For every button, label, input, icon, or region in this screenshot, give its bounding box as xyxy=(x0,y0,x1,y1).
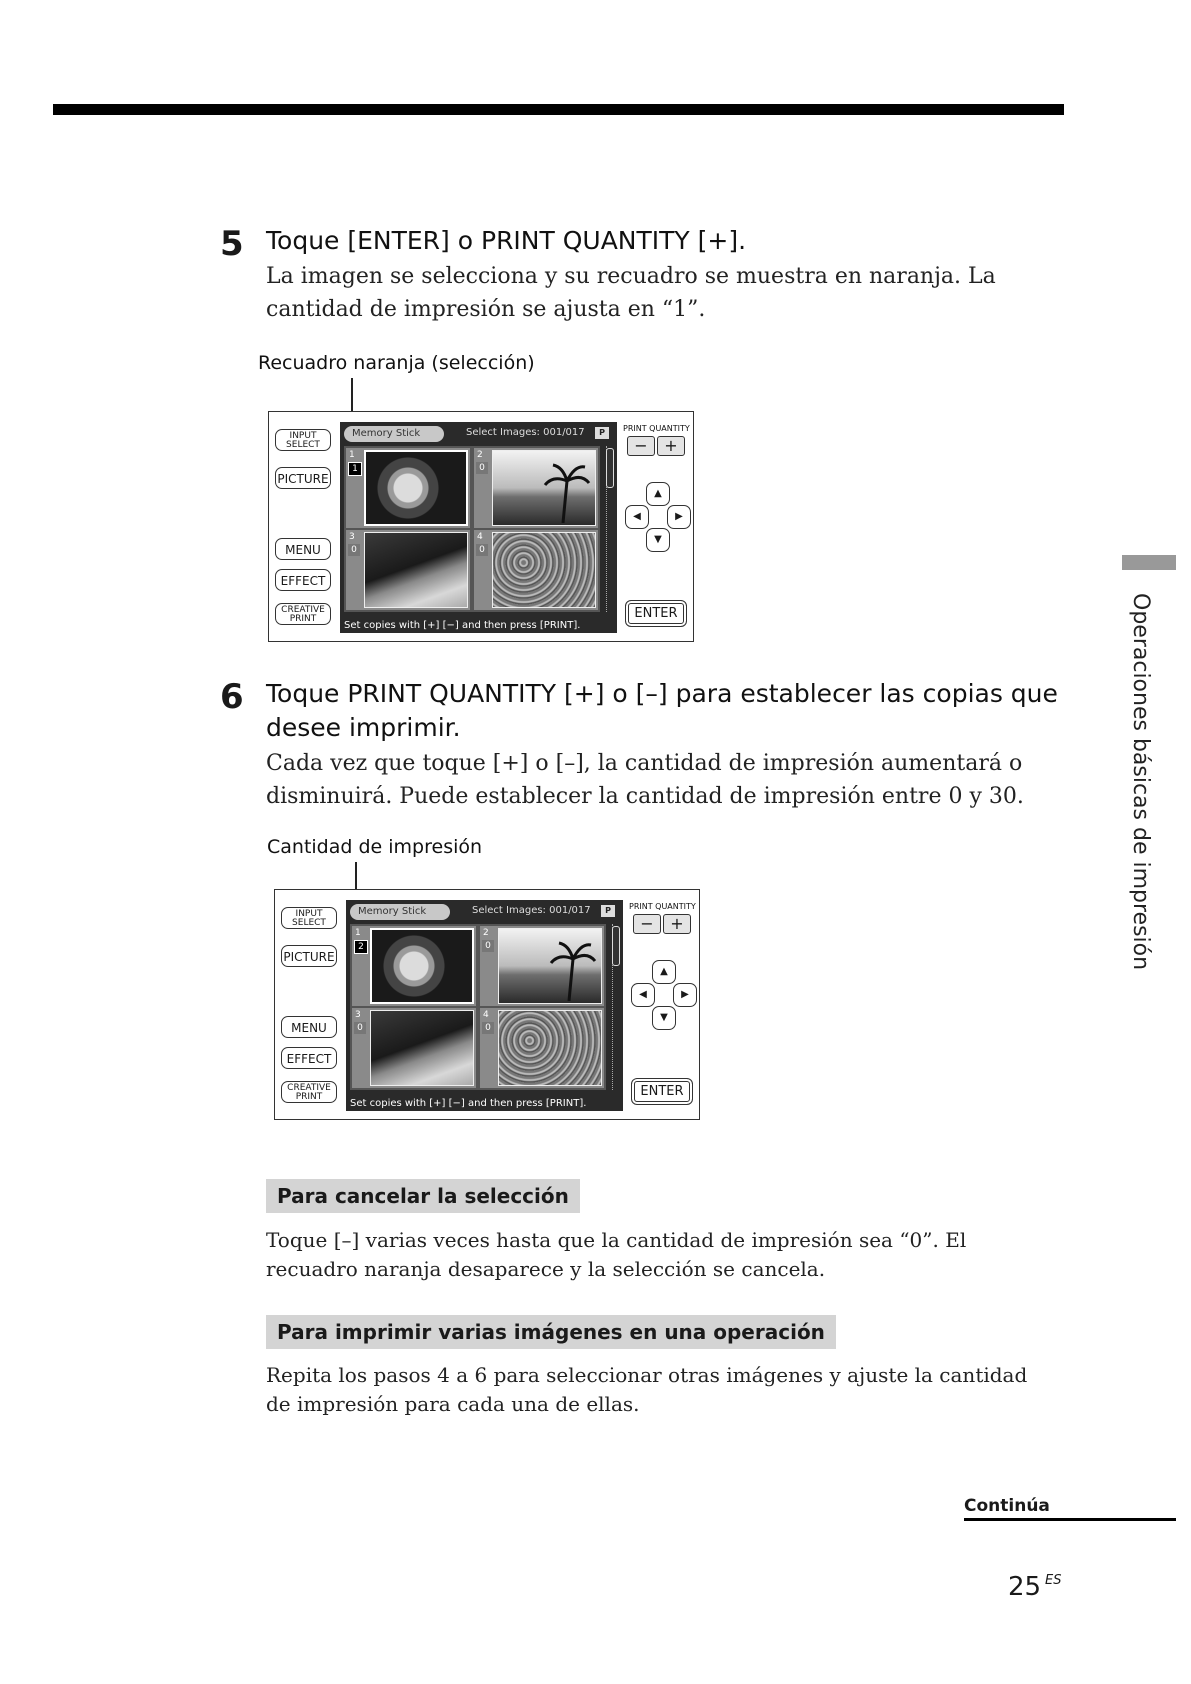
image-list-panel xyxy=(340,422,617,633)
right-arrow-button[interactable]: ▶ xyxy=(667,505,691,529)
print-badge: P xyxy=(601,905,615,917)
thumbnail-cell[interactable] xyxy=(346,448,470,528)
screen-illustration-2 xyxy=(274,889,700,1120)
callout-orange-frame: Recuadro naranja (selección) xyxy=(258,352,535,374)
enter-button[interactable]: ENTER xyxy=(631,1078,693,1105)
picture-button[interactable]: PICTURE xyxy=(275,467,331,489)
flowers-image xyxy=(492,532,596,608)
cancel-heading: Para cancelar la selección xyxy=(266,1179,580,1213)
print-badge: P xyxy=(595,427,609,439)
down-arrow-button[interactable]: ▼ xyxy=(652,1006,676,1030)
enter-button[interactable]: ENTER xyxy=(625,600,687,627)
palm-beach-image xyxy=(498,928,602,1004)
print-quantity-value: 0 xyxy=(348,544,360,556)
cell-number: 2 xyxy=(483,928,489,938)
cell-number: 1 xyxy=(355,928,361,938)
effect-button[interactable]: EFFECT xyxy=(281,1047,337,1069)
screen-illustration-1 xyxy=(268,411,694,642)
scrollbar-thumb[interactable] xyxy=(606,448,614,488)
cell-number: 1 xyxy=(349,450,355,460)
print-quantity-value: 0 xyxy=(482,1022,494,1034)
cancel-text: Toque [–] varias veces hasta que la cantidad de impresión sea “0”. El recuadro naranja desaparece y la selección se cancela. xyxy=(266,1228,967,1281)
top-rule xyxy=(53,104,1064,115)
thumbnail-cell[interactable] xyxy=(480,926,604,1006)
print-quantity-value: 0 xyxy=(476,544,488,556)
continues-label: Continúa xyxy=(964,1496,1050,1516)
scrollbar-thumb[interactable] xyxy=(612,926,620,966)
left-arrow-button[interactable]: ◀ xyxy=(631,983,655,1007)
select-images-count: Select Images: 001/017 xyxy=(472,905,591,916)
cell-number: 3 xyxy=(355,1010,361,1020)
input-select-button[interactable]: INPUT SELECT xyxy=(281,907,337,929)
image-list-panel xyxy=(346,900,623,1111)
rose-image xyxy=(370,928,474,1004)
up-arrow-button[interactable]: ▲ xyxy=(652,960,676,984)
source-label: Memory Stick xyxy=(350,904,450,920)
cell-number: 3 xyxy=(349,532,355,542)
thumbnail-cell[interactable] xyxy=(352,1008,476,1088)
source-label: Memory Stick xyxy=(344,426,444,442)
minus-button[interactable]: − xyxy=(627,436,655,456)
step-5 xyxy=(220,224,1080,326)
step-number: 6 xyxy=(220,677,244,717)
plus-button[interactable]: + xyxy=(663,914,691,934)
rose-image xyxy=(364,450,468,526)
up-arrow-button[interactable]: ▲ xyxy=(646,482,670,506)
print-quantity-value: 2 xyxy=(354,940,368,954)
thumbnail-cell[interactable] xyxy=(474,530,598,610)
print-quantity-label: PRINT QUANTITY xyxy=(629,902,696,911)
print-quantity-value: 0 xyxy=(482,940,494,952)
status-message: Set copies with [+] [−] and then press [PRINT]. xyxy=(344,620,581,631)
cell-number: 2 xyxy=(477,450,483,460)
step-6 xyxy=(220,677,1080,813)
thumbnail-cell[interactable] xyxy=(346,530,470,610)
thumbnail-grid xyxy=(344,446,600,612)
multiple-text: Repita los pasos 4 a 6 para seleccionar otras imágenes y ajuste la cantidad de impresión para cada una de ellas. xyxy=(266,1363,1028,1416)
picture-button[interactable]: PICTURE xyxy=(281,945,337,967)
coast-image xyxy=(370,1010,474,1086)
step-number: 5 xyxy=(220,224,244,264)
select-images-count: Select Images: 001/017 xyxy=(466,427,585,438)
side-tab-label: Operaciones básicas de impresión xyxy=(1128,593,1153,971)
direction-pad xyxy=(631,960,697,1030)
palm-beach-image xyxy=(492,450,596,526)
left-arrow-button[interactable]: ◀ xyxy=(625,505,649,529)
thumbnail-cell[interactable] xyxy=(474,448,598,528)
down-arrow-button[interactable]: ▼ xyxy=(646,528,670,552)
callout-print-quantity: Cantidad de impresión xyxy=(267,836,483,858)
creative-print-button[interactable]: CREATIVE PRINT xyxy=(275,603,331,625)
right-arrow-button[interactable]: ▶ xyxy=(673,983,697,1007)
menu-button[interactable]: MENU xyxy=(275,538,331,560)
flowers-image xyxy=(498,1010,602,1086)
print-quantity-label: PRINT QUANTITY xyxy=(623,424,690,433)
page-language-suffix: ES xyxy=(1045,1573,1062,1588)
step-title: Toque [ENTER] o PRINT QUANTITY [+]. xyxy=(266,226,747,255)
effect-button[interactable]: EFFECT xyxy=(275,569,331,591)
multiple-heading: Para imprimir varias imágenes en una operación xyxy=(266,1315,836,1349)
continues-rule xyxy=(964,1518,1176,1521)
print-quantity-value: 0 xyxy=(354,1022,366,1034)
step-body: Cada vez que toque [+] o [–], la cantidad de impresión aumentará o disminuirá. Puede establecer la cantidad de impresión entre 0 y 30. xyxy=(266,751,1024,809)
thumbnail-cell[interactable] xyxy=(352,926,476,1006)
cell-number: 4 xyxy=(483,1010,489,1020)
print-quantity-value: 0 xyxy=(476,462,488,474)
page-number: 25 xyxy=(1008,1572,1042,1602)
step-title: Toque PRINT QUANTITY [+] o [–] para establecer las copias que desee imprimir. xyxy=(266,679,1058,742)
menu-button[interactable]: MENU xyxy=(281,1016,337,1038)
step-body: La imagen se selecciona y su recuadro se muestra en naranja. La cantidad de impresión se ajusta en “1”. xyxy=(266,264,996,322)
coast-image xyxy=(364,532,468,608)
thumbnail-grid xyxy=(350,924,606,1090)
minus-button[interactable]: − xyxy=(633,914,661,934)
thumbnail-cell[interactable] xyxy=(480,1008,604,1088)
direction-pad xyxy=(625,482,691,552)
input-select-button[interactable]: INPUT SELECT xyxy=(275,429,331,451)
plus-button[interactable]: + xyxy=(657,436,685,456)
cell-number: 4 xyxy=(477,532,483,542)
side-tab-marker xyxy=(1122,555,1176,570)
status-message: Set copies with [+] [−] and then press [PRINT]. xyxy=(350,1098,587,1109)
print-quantity-value: 1 xyxy=(348,462,362,476)
creative-print-button[interactable]: CREATIVE PRINT xyxy=(281,1081,337,1103)
